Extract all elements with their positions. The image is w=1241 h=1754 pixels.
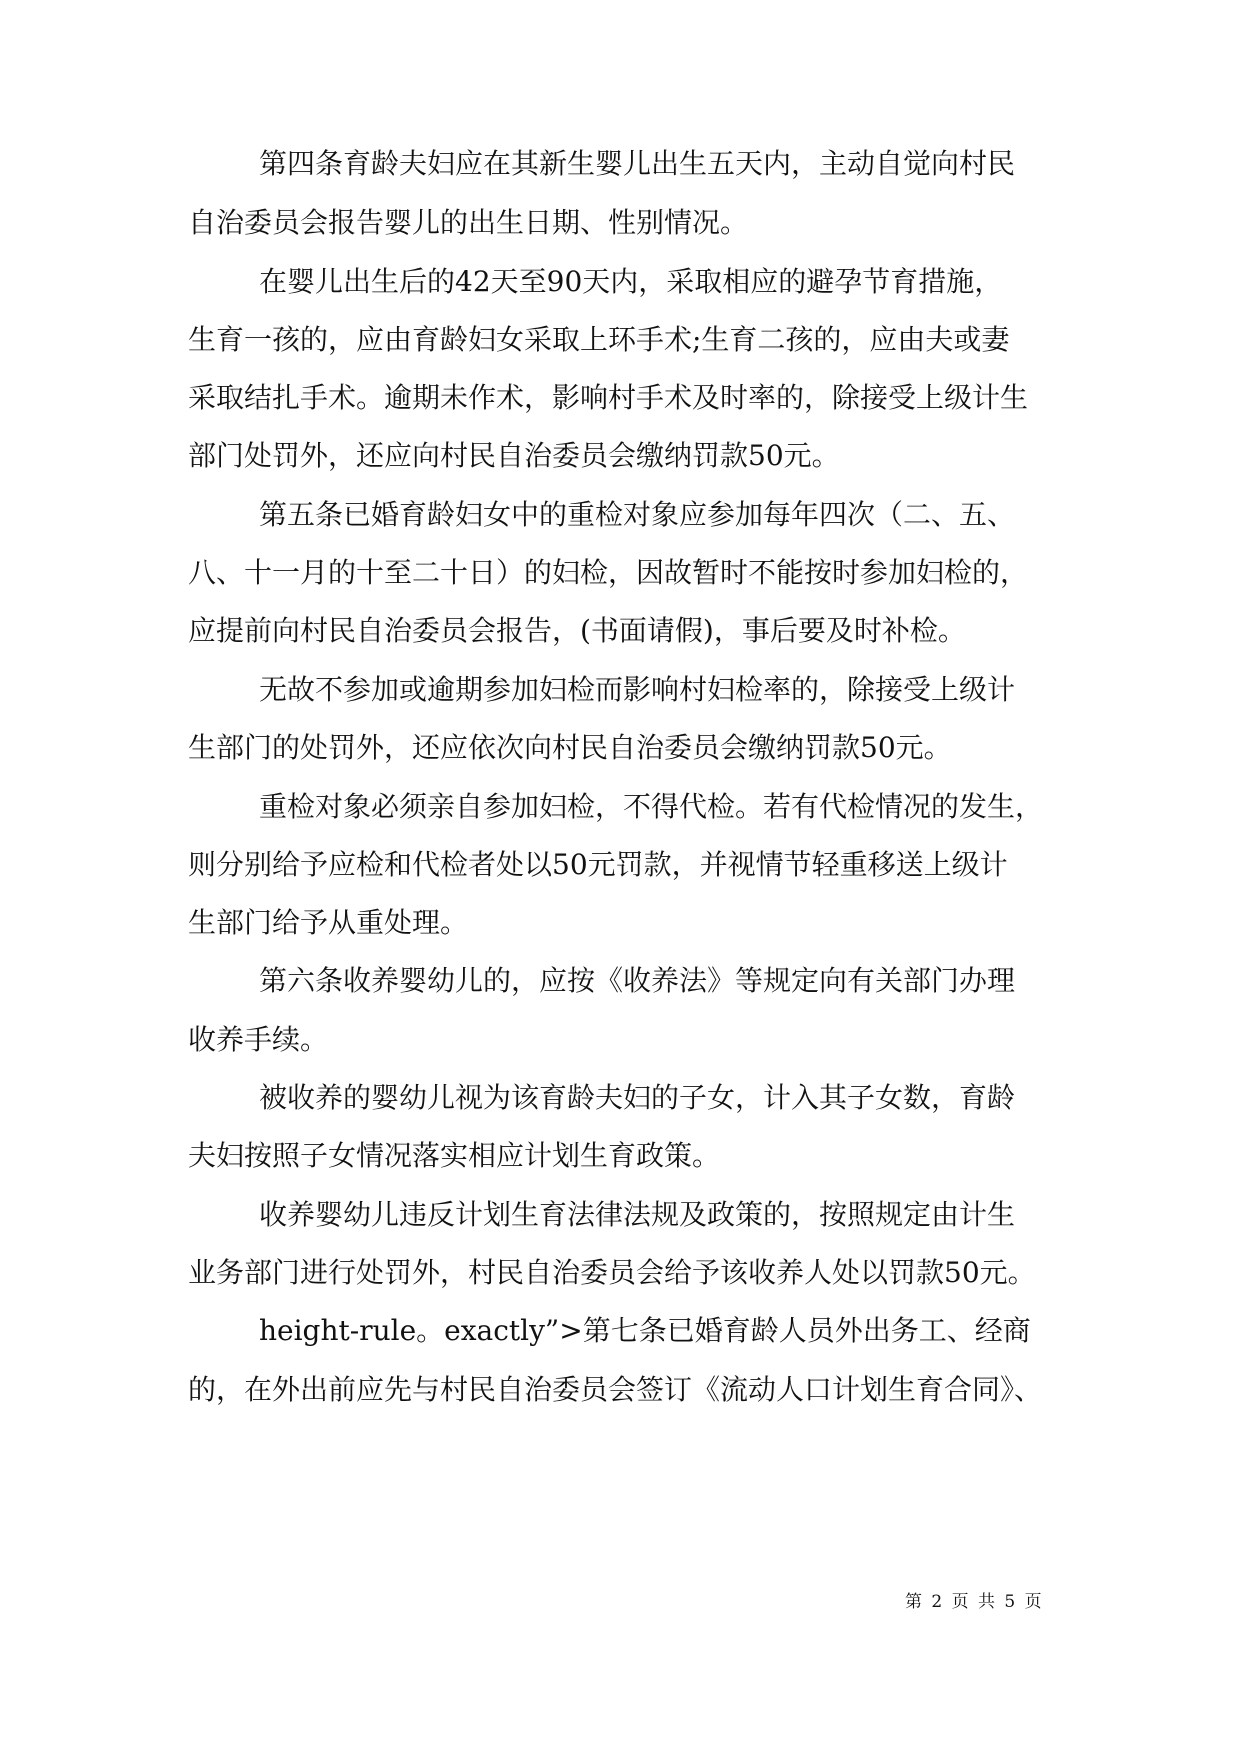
text-line: 重检对象必须亲自参加妇检，不得代检。若有代检情况的发生，: [259, 790, 1044, 823]
text-line: 第五条已婚育龄妇女中的重检对象应参加每年四次（二、五、: [259, 498, 1016, 531]
text-line: 收养手续。: [188, 1023, 329, 1056]
text-line: 部门处罚外，还应向村民自治委员会缴纳罚款50元。: [188, 439, 840, 472]
text-line: 在婴儿出生后的42天至90天内，采取相应的避孕节育措施，: [259, 265, 1003, 298]
text-line: 第六条收养婴幼儿的，应按《收养法》等规定向有关部门办理: [259, 964, 1016, 997]
text-line: 八、十一月的十至二十日）的妇检，因故暂时不能按时参加妇检的，: [188, 556, 1029, 589]
text-line: height-rule。exactly”>第七条已婚育龄人员外出务工、经商: [259, 1314, 1031, 1347]
text-line: 应提前向村民自治委员会报告，(书面请假)，事后要及时补检。: [188, 614, 966, 647]
text-line: 的，在外出前应先与村民自治委员会签订《流动人口计划生育合同》、: [188, 1373, 1043, 1406]
text-line: 收养婴幼儿违反计划生育法律法规及政策的，按照规定由计生: [259, 1198, 1016, 1231]
text-line: 被收养的婴幼儿视为该育龄夫妇的子女，计入其子女数，育龄: [259, 1081, 1016, 1114]
page-number: 第 2 页 共 5 页: [905, 1592, 1044, 1612]
text-line: 夫妇按照子女情况落实相应计划生育政策。: [188, 1139, 721, 1172]
text-line: 生部门给予从重处理。: [188, 906, 469, 939]
text-line: 生育一孩的，应由育龄妇女采取上环手术;生育二孩的，应由夫或妻: [188, 323, 1010, 356]
text-line: 业务部门进行处罚外，村民自治委员会给予该收养人处以罚款50元。: [188, 1256, 1036, 1289]
text-line: 采取结扎手术。逾期未作术，影响村手术及时率的，除接受上级计生: [188, 381, 1029, 414]
text-line: 则分别给予应检和代检者处以50元罚款，并视情节轻重移送上级计: [188, 848, 1008, 881]
text-line: 自治委员会报告婴儿的出生日期、性别情况。: [188, 206, 749, 239]
text-line: 无故不参加或逾期参加妇检而影响村妇检率的，除接受上级计: [259, 673, 1016, 706]
text-line: 生部门的处罚外，还应依次向村民自治委员会缴纳罚款50元。: [188, 731, 952, 764]
text-line: 第四条育龄夫妇应在其新生婴儿出生五天内，主动自觉向村民: [259, 147, 1016, 180]
